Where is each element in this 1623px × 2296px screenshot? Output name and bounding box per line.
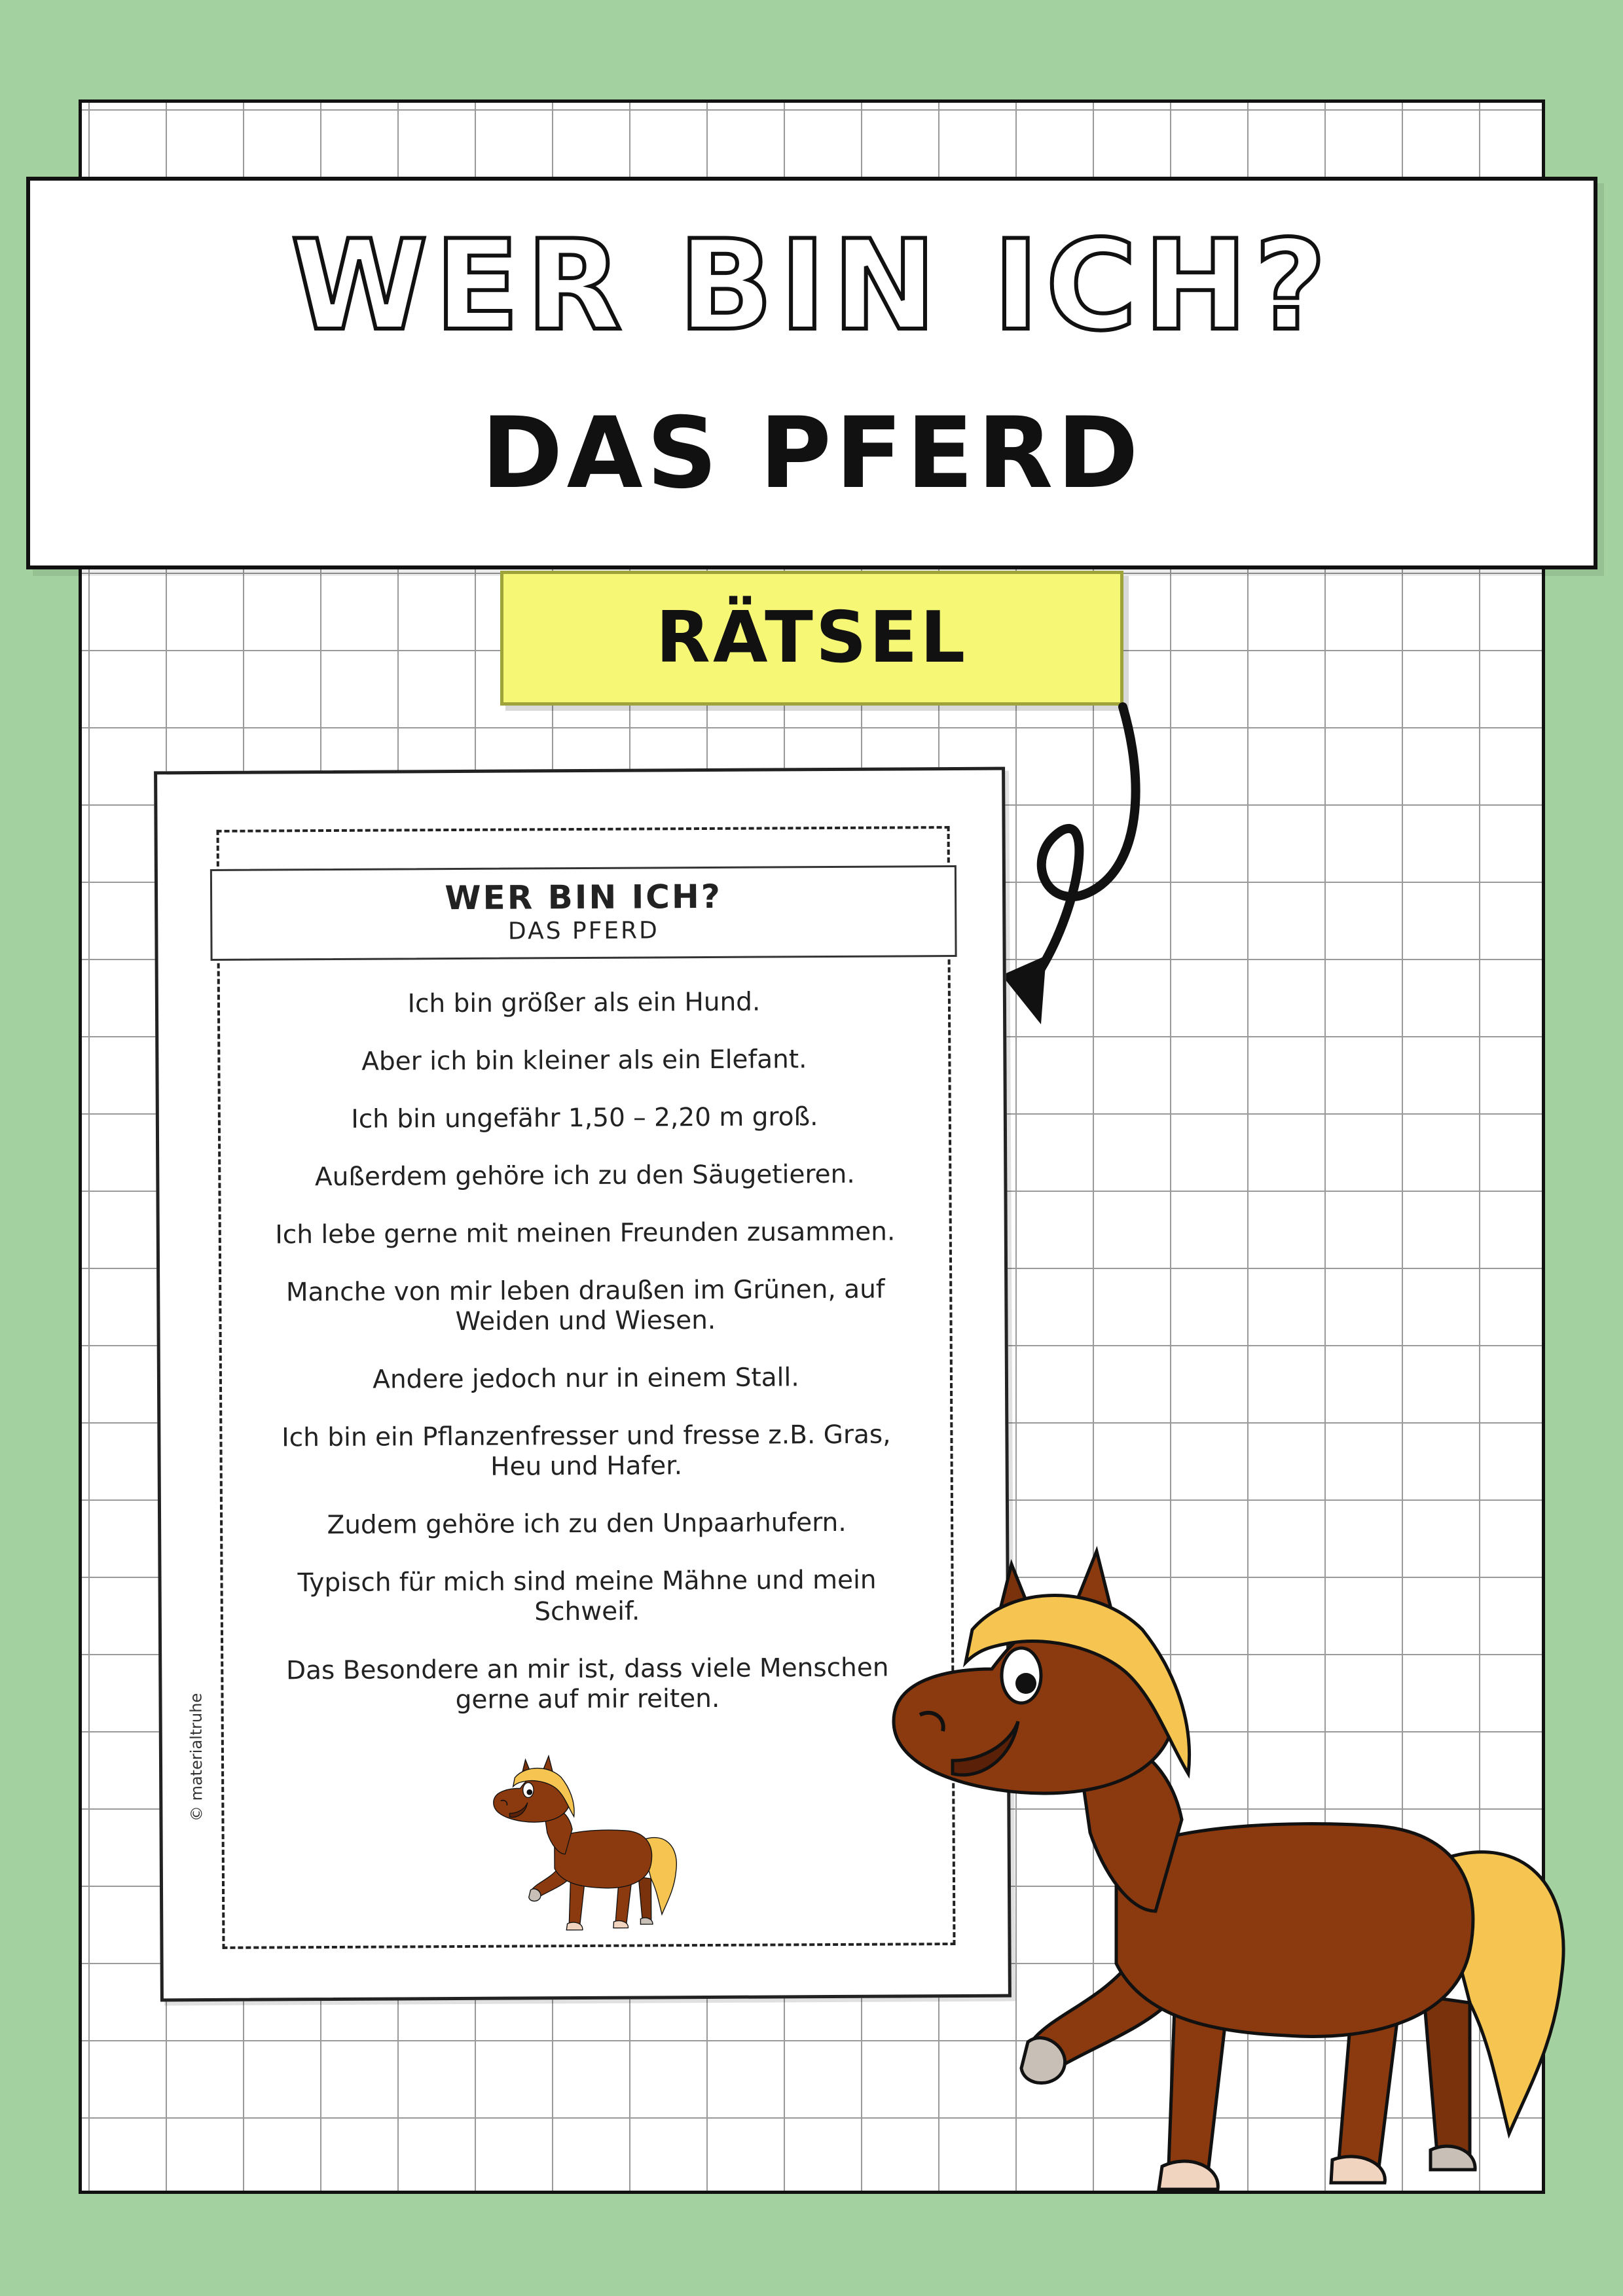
riddle-line: Ich lebe gerne mit meinen Freunden zusammen. xyxy=(275,1217,896,1250)
copyright-note: © materialtruhe xyxy=(187,1693,206,1822)
sub-title: DAS PFERD xyxy=(481,397,1142,511)
riddle-line: Außerdem gehöre ich zu den Säugetieren. xyxy=(314,1159,855,1193)
horse-illustration xyxy=(881,1545,1601,2265)
title-banner xyxy=(26,177,1597,569)
raetsel-tag: RÄTSEL xyxy=(500,571,1123,706)
main-title: WER BIN ICH? xyxy=(291,213,1333,358)
riddle-text xyxy=(250,986,922,1744)
riddle-line: Ich bin ein Pflanzenfresser und fresse z.B. Gras, Heu und Hafer. xyxy=(282,1420,891,1482)
riddle-line: Typisch für mich sind meine Mähne und mein Schweif. xyxy=(297,1565,877,1627)
riddle-line: Aber ich bin kleiner als ein Elefant. xyxy=(361,1045,807,1077)
riddle-line: Manche von mir leben draußen im Grünen, auf Weiden und Wiesen. xyxy=(285,1274,885,1337)
card-subtitle: DAS PFERD xyxy=(507,917,659,945)
riddle-line: Andere jedoch nur in einem Stall. xyxy=(373,1363,799,1395)
riddle-line: Ich bin ungefähr 1,50 – 2,20 m groß. xyxy=(351,1102,818,1134)
card-title: WER BIN ICH? xyxy=(445,877,722,918)
riddle-line: Ich bin größer als ein Hund. xyxy=(407,987,761,1019)
riddle-line: Zudem gehöre ich zu den Unpaarhufern. xyxy=(327,1507,847,1541)
horse-illustration-small xyxy=(490,1753,687,1951)
riddle-line: Das Besondere an mir ist, dass viele Menschen gerne auf mir reiten. xyxy=(285,1653,889,1715)
card-header xyxy=(210,865,957,961)
